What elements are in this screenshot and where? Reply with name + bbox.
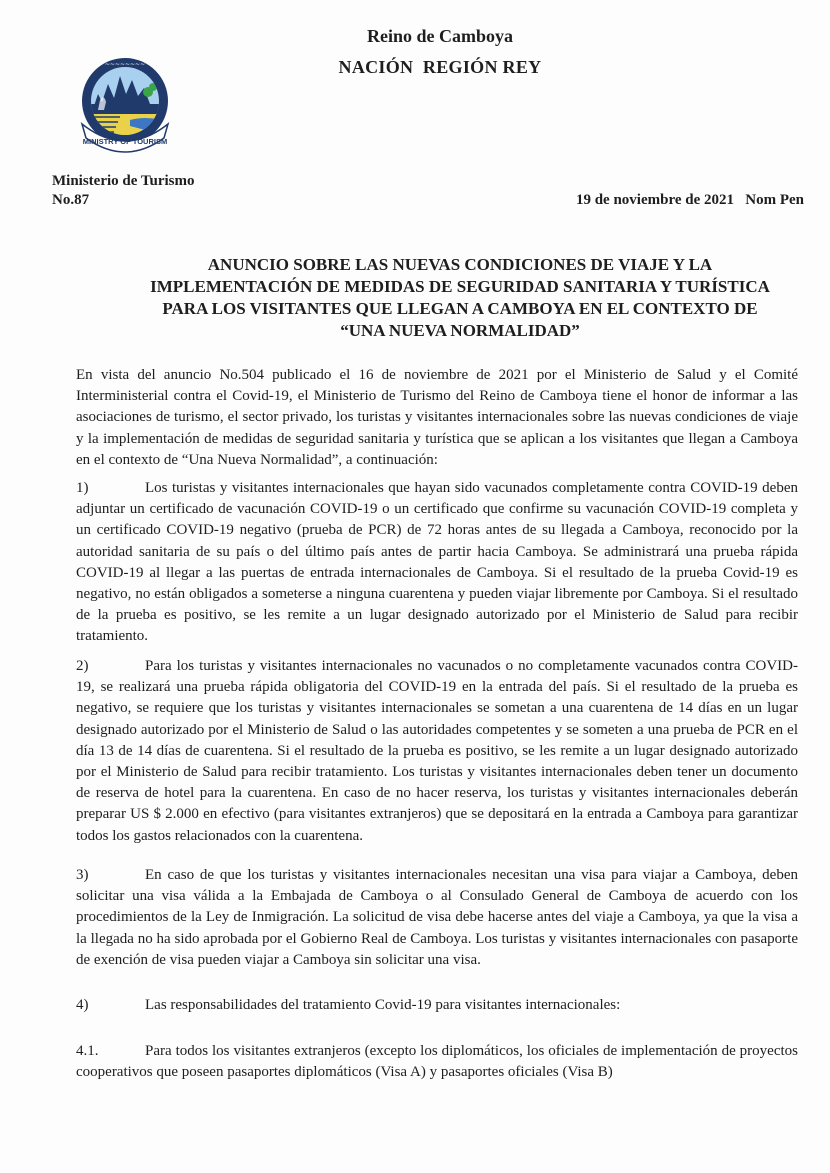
paragraph-number: 4.1. <box>76 1043 99 1059</box>
numbered-paragraph <box>76 656 798 847</box>
intro-paragraph: En vista del anuncio No.504 publicado el 16 de noviembre de 2021 por el Ministerio de Salud y el Comité Interministerial contra el Covid-19, el Ministerio de Turismo del Reino de Camboya tiene el honor de informar a las asociaciones de turismo, el sector privado, los turistas y visitantes internacionales sobre las nuevas condiciones de viaje y la implementación de medidas de seguridad sanitaria y turística que se aplican a los visitantes que llegan a Camboya en el contexto de “Una Nueva Normalidad”, a continuación: <box>76 367 798 468</box>
numbered-paragraph <box>76 478 798 648</box>
paragraph-text: Las responsabilidades del tratamiento Covid-19 para visitantes internacionales: <box>145 997 621 1013</box>
ministry-of-tourism-seal-icon <box>70 54 180 154</box>
national-motto: NACIÓN REGIÓN REY <box>338 57 542 77</box>
issuer-block <box>52 172 195 210</box>
title-line: IMPLEMENTACIÓN DE MEDIDAS DE SEGURIDAD SANITARIA Y TURÍSTICA <box>150 277 770 296</box>
paragraph-number: 1) <box>76 480 89 496</box>
numbered-paragraph <box>76 865 798 971</box>
title-line: ANUNCIO SOBRE LAS NUEVAS CONDICIONES DE VIAJE Y LA <box>207 255 713 274</box>
svg-text:~~~~~~~~: ~~~~~~~~ <box>104 61 146 68</box>
letterhead <box>300 20 580 81</box>
title-line: “UNA NUEVA NORMALIDAD” <box>340 321 580 340</box>
paragraph-text: Para los turistas y visitantes internacionales no vacunados o no completamente vacunados contra COVID-19, se realizará una prueba rápida obligatoria del COVID-19 en la entrada del país. Si el resultado de la prueba es negativo, se requiere que los turistas y visitantes internacionales se sometan a una cuarentena de 14 días en un lugar designado autorizado por el Ministerio de Salud o las autoridades competentes y se someten a una prueba de PCR en el día 13 de 14 días de cuarentena. Si el resultado de la prueba es positivo, se les remite a un lugar designado autorizado por el Ministerio de Salud para recibir tratamiento. Los turistas y visitantes internacionales deben tener un documento de reserva de hotel para la cuarentena. En caso de no hacer reserva, los turistas y visitantes internacionales deberán preparar US $ 2.000 en efectivo (para visitantes extranjeros) que se depositará en la entrada a Camboya para garantizar todos los gastos relacionados con la cuarentena. <box>76 658 798 844</box>
kingdom-name: Reino de Camboya <box>366 26 513 46</box>
paragraph-number: 2) <box>76 658 89 674</box>
title-line: PARA LOS VISITANTES QUE LLEGAN A CAMBOYA EN EL CONTEXTO DE <box>162 299 758 318</box>
numbered-subparagraph <box>76 1041 798 1083</box>
numbered-paragraph <box>76 995 798 1016</box>
document-number: No.87 <box>52 192 90 208</box>
paragraph-text: Los turistas y visitantes internacionales que hayan sido vacunados completamente contra COVID-19 deben adjuntar un certificado de vacunación COVID-19 o un certificado que confirme su vacunación COVID-19 completa y un certificado COVID-19 negativo (prueba de PCR) de 72 horas antes de su llegada a Camboya, reconocido por la autoridad sanitaria de su país o del último país antes de partir hacia Camboya. Se administrará una prueba rápida COVID-19 al llegar a las puertas de entrada internacionales de Camboya. Si el resultado de la prueba Covid-19 es negativo, no están obligados a someterse a ninguna cuarentena y pueden viajar libremente por Camboya. Si el resultado de la prueba es positivo, se les remite a un lugar designado autorizado por el Ministerio de Salud para recibir tratamiento. <box>76 480 798 645</box>
seal-ribbon-text: MINISTRY OF TOURISM <box>82 137 168 146</box>
date-and-place: 19 de noviembre de 2021 Nom Pen <box>575 192 804 208</box>
paragraph-number: 4) <box>76 997 89 1013</box>
ministry-name: Ministerio de Turismo <box>52 173 195 189</box>
paragraph-text: En caso de que los turistas y visitantes internacionales necesitan una visa para viajar a Camboya, deben solicitar una visa válida a la Embajada de Camboya o al Consulado General de Camboya de acuerdo con los procedimientos de la Ley de Inmigración. La solicitud de visa debe hacerse antes del viaje a Camboya, ya que la visa a la llegada no ha sido aprobada por el Gobierno Real de Camboya. Los turistas y visitantes internacionales con pasaporte de exención de visa pueden viajar a Camboya sin solicitar una visa. <box>76 867 798 968</box>
paragraph-number: 3) <box>76 867 89 883</box>
paragraph-text: Para todos los visitantes extranjeros (excepto los diplomáticos, los oficiales de implementación de proyectos cooperativos que poseen pasaportes diplomáticos (Visa A) y pasaportes oficiales (Visa B) <box>76 1043 798 1081</box>
announcement-title <box>140 254 780 342</box>
